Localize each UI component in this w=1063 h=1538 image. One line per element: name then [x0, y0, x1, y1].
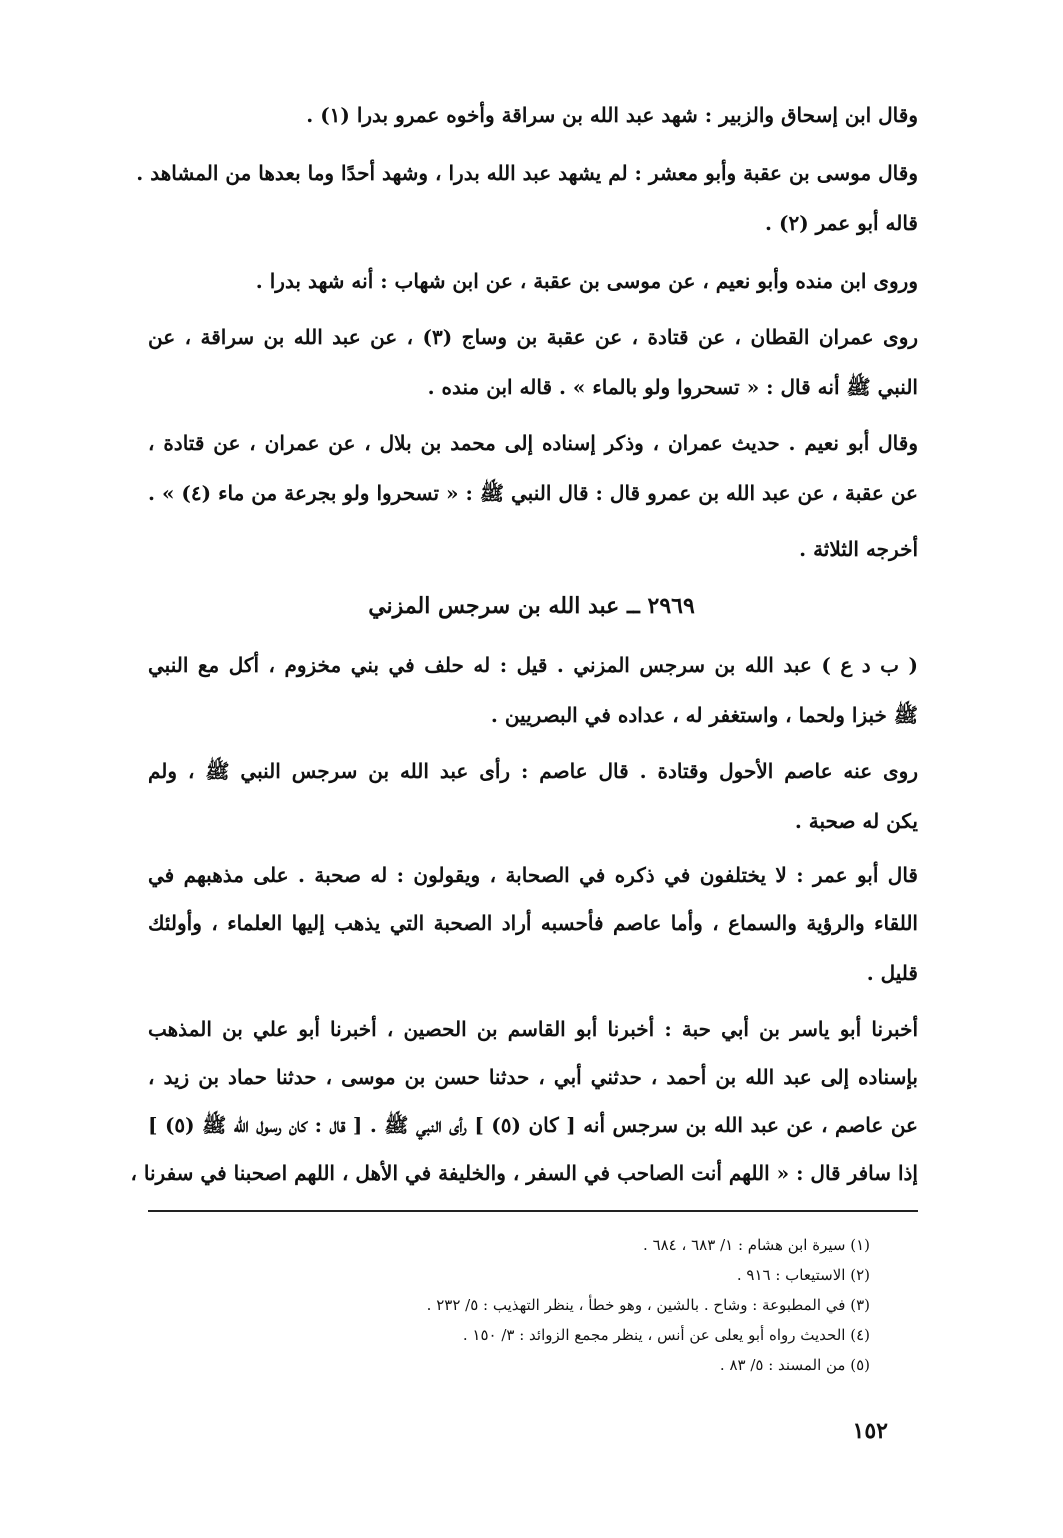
- footnote: (١) سيرة ابن هشام : ١/ ٦٨٣ ، ٦٨٤ .: [643, 1236, 870, 1254]
- text-line: اللقاء والرؤية والسماع ، وأما عاصم فأحسبه أراد الصحبة التي يذهب إليها العلماء ، وأولئك: [148, 911, 918, 935]
- text-line: عن عقبة ، عن عبد الله بن عمرو قال : قال النبي ﷺ : « تسحروا ولو بجرعة من ماء (٤) » .: [148, 481, 918, 505]
- text-line: قاله أبو عمر (٢) .: [765, 211, 918, 235]
- text-line: إذا سافر قال : « اللهم أنت الصاحب في السفر ، والخليفة في الأهل ، اللهم اصحبنا في سفرنا ،: [130, 1161, 918, 1185]
- footnote: (٥) من المسند : ٥/ ٨٣ .: [719, 1356, 870, 1374]
- text-line: يكن له صحبة .: [794, 809, 918, 833]
- text-line: أخبرنا أبو ياسر بن أبي حبة : أخبرنا أبو القاسم بن الحصين ، أخبرنا أبو علي بن المذهب: [148, 1017, 918, 1041]
- text-line: وروى ابن منده وأبو نعيم ، عن موسى بن عقبة ، عن ابن شهاب : أنه شهد بدرا .: [255, 269, 918, 293]
- text-line: روى عنه عاصم الأحول وقتادة . قال عاصم : رأى عبد الله بن سرجس النبي ﷺ ، ولم: [148, 759, 918, 783]
- page-number: ١٥٢: [852, 1418, 888, 1444]
- text-line: بإسناده إلى عبد الله بن أحمد ، حدثني أبي ، حدثنا حسن بن موسى ، حدثنا حماد بن زيد ،: [148, 1065, 918, 1089]
- text-line: ﷺ خبزا ولحما ، واستغفر له ، عداده في البصريين .: [490, 703, 918, 727]
- text-line: قال أبو عمر : لا يختلفون في ذكره في الصحابة ، ويقولون : له صحبة . على مذهبهم في: [148, 863, 918, 887]
- text-line: ( ب د ع ) عبد الله بن سرجس المزني . قيل : له حلف في بني مخزوم ، أكل مع النبي: [148, 653, 918, 677]
- footnote-divider: [148, 1210, 918, 1212]
- text-line: روى عمران القطان ، عن قتادة ، عن عقبة بن وساج (٣) ، عن عبد الله بن سراقة ، عن: [148, 325, 919, 349]
- text-line: قليل .: [866, 961, 918, 985]
- entry-heading: ٢٩٦٩ ــ عبد الله بن سرجس المزني: [368, 593, 695, 619]
- footnote: (٣) في المطبوعة : وشاح . بالشين ، وهو خطأ ، ينظر التهذيب : ٥/ ٢٣٢ .: [426, 1296, 870, 1314]
- text-line: النبي ﷺ أنه قال : « تسحروا ولو بالماء » . قاله ابن منده .: [427, 375, 918, 399]
- footnote: (٢) الاستيعاب : ٩١٦ .: [736, 1266, 870, 1284]
- text-line: وقال أبو نعيم . حديث عمران ، وذكر إسناده إلى محمد بن بلال ، عن عمران ، عن قتادة ،: [148, 431, 918, 455]
- text-line: وقال ابن إسحاق والزبير : شهد عبد الله بن سراقة وأخوه عمرو بدرا (١) .: [306, 103, 918, 127]
- footnote: (٤) الحديث رواه أبو يعلى عن أنس ، ينظر مجمع الزوائد : ٣/ ١٥٠ .: [462, 1326, 870, 1344]
- text-line: عن عاصم ، عن عبد الله بن سرجس أنه [ كان (٥) ] رأى النبي ﷺ . [ قال : كان رسول الله ﷺ (٥) ]: [148, 1113, 918, 1137]
- text-line: أخرجه الثلاثة .: [799, 537, 918, 561]
- text-line: وقال موسى بن عقبة وأبو معشر : لم يشهد عبد الله بدرا ، وشهد أحدًا وما بعدها من المشاهد .: [136, 161, 918, 185]
